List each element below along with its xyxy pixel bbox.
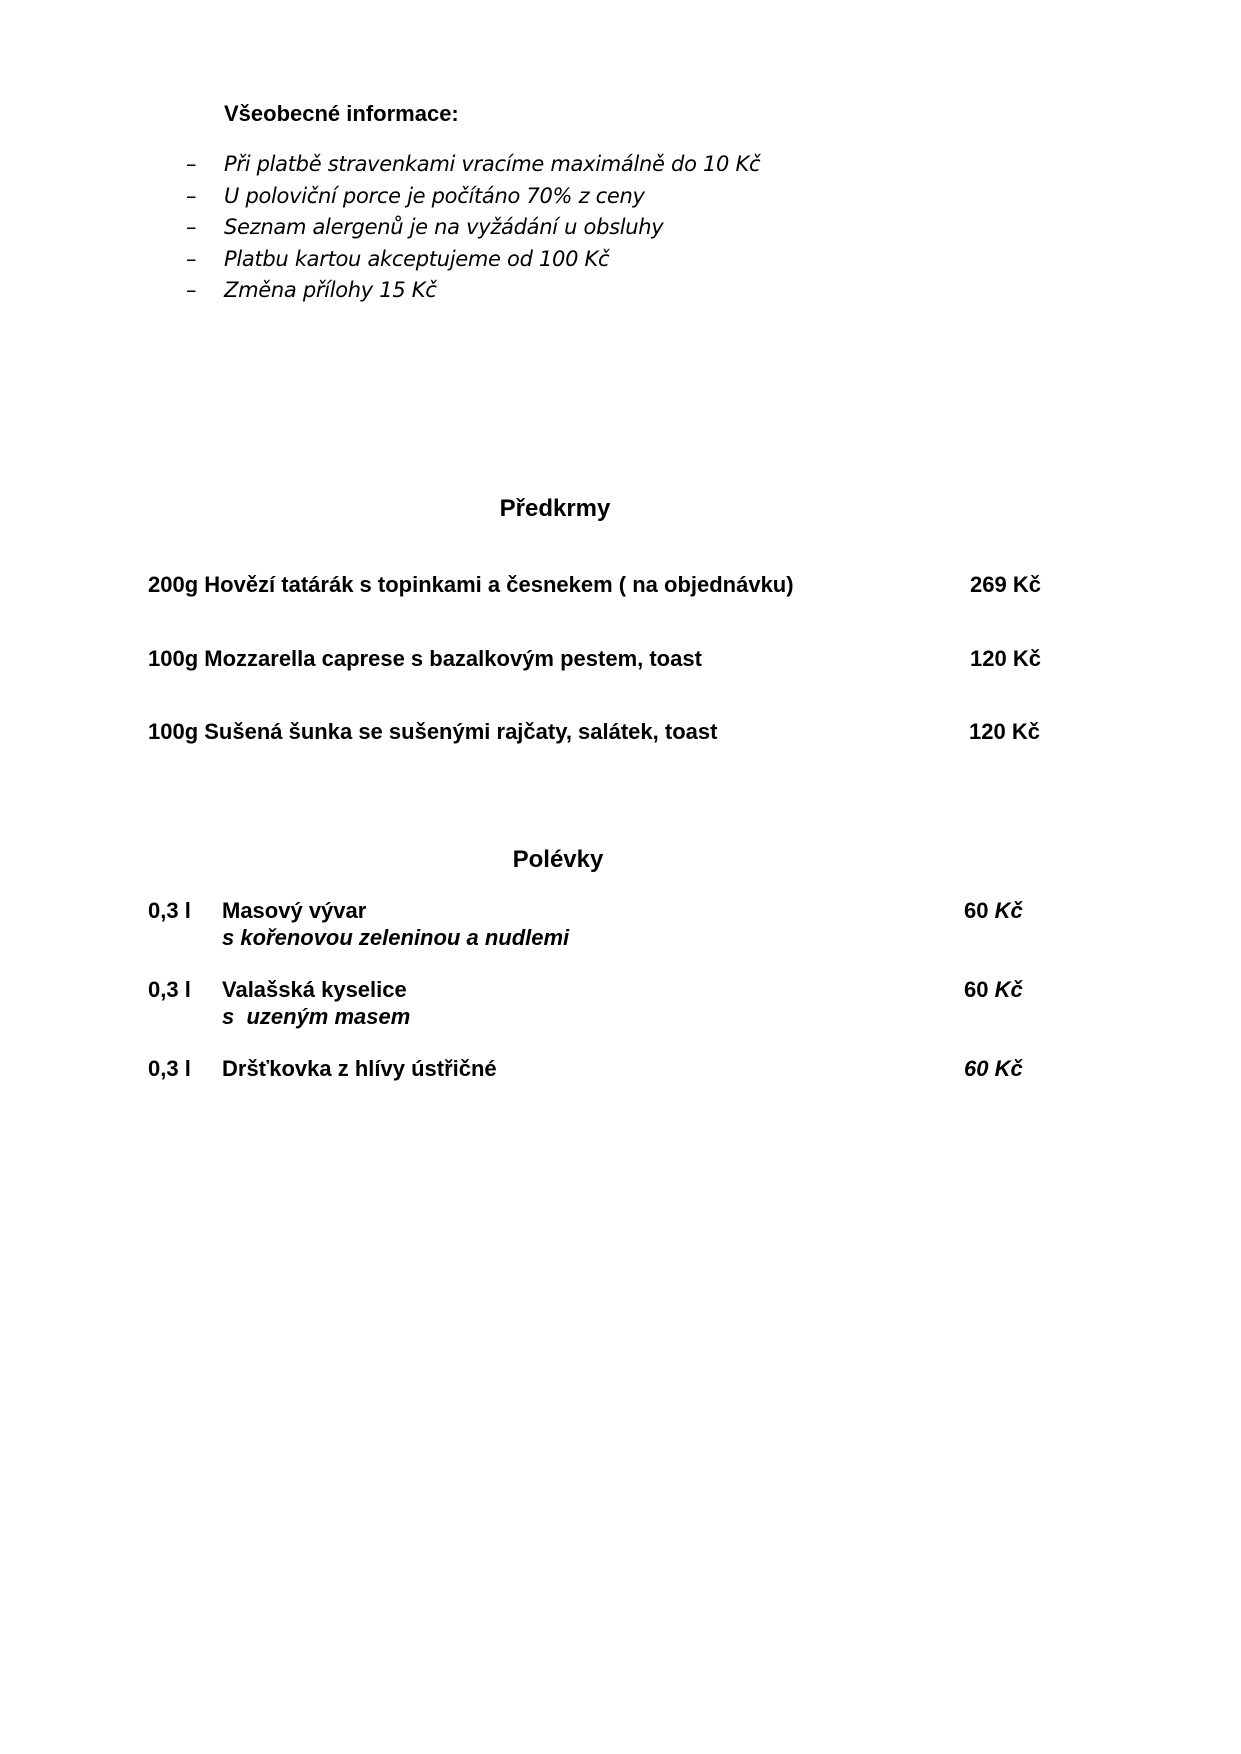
dish-price: 120 Kč — [970, 646, 1041, 671]
general-info-heading: Všeobecné informace: — [224, 101, 459, 126]
dish-description: s kořenovou zeleninou a nudlemi — [222, 925, 570, 950]
list-dash: – — [186, 246, 197, 271]
price-amount: 60 — [964, 898, 989, 923]
portion-volume: 0,3 l — [148, 898, 191, 923]
portion-volume: 0,3 l — [148, 1056, 191, 1081]
dish-price — [964, 1056, 1023, 1082]
list-dash: – — [186, 215, 197, 239]
starter-row — [148, 646, 1048, 676]
dish-price — [964, 977, 1023, 1003]
dish-name: Masový vývar — [222, 898, 367, 923]
list-item-text: Seznam alergenů je na vyžádání u obsluhy — [224, 215, 664, 239]
list-item-text: Při platbě stravenkami vracíme maximálně do 10 Kč — [224, 152, 761, 176]
price-currency: Kč — [994, 898, 1023, 923]
list-item-text: Změna přílohy 15 Kč — [224, 278, 437, 302]
section-title-soups: Polévky — [512, 846, 604, 873]
list-dash: – — [186, 152, 197, 176]
list-item-text: Platbu kartou akceptujeme od 100 Kč — [224, 246, 610, 271]
dish-name: Valašská kyselice — [222, 977, 407, 1002]
price-currency: Kč — [994, 1056, 1023, 1081]
dish-name: Dršťkovka z hlívy ústřičné — [222, 1056, 497, 1081]
starter-row — [148, 719, 1048, 749]
list-dash: – — [186, 183, 197, 208]
dish-name: 200g Hovězí tatárák s topinkami a česnekem ( na objednávku) — [148, 572, 794, 597]
portion-volume: 0,3 l — [148, 977, 191, 1002]
list-dash: – — [186, 278, 197, 302]
price-currency: Kč — [994, 977, 1023, 1002]
dish-name: 100g Sušená šunka se sušenými rajčaty, salátek, toast — [148, 719, 718, 744]
section-title-starters: Předkrmy — [499, 495, 611, 522]
dish-price: 120 Kč — [969, 719, 1040, 744]
dish-description: s uzeným masem — [222, 1004, 411, 1029]
dish-price — [964, 898, 1023, 924]
price-amount: 60 — [964, 977, 989, 1002]
price-amount: 60 — [964, 1056, 989, 1081]
dish-price: 269 Kč — [970, 572, 1041, 597]
starter-row — [148, 572, 1048, 602]
dish-name: 100g Mozzarella caprese s bazalkovým pestem, toast — [148, 646, 702, 671]
list-item-text: U poloviční porce je počítáno 70% z ceny — [224, 183, 645, 208]
